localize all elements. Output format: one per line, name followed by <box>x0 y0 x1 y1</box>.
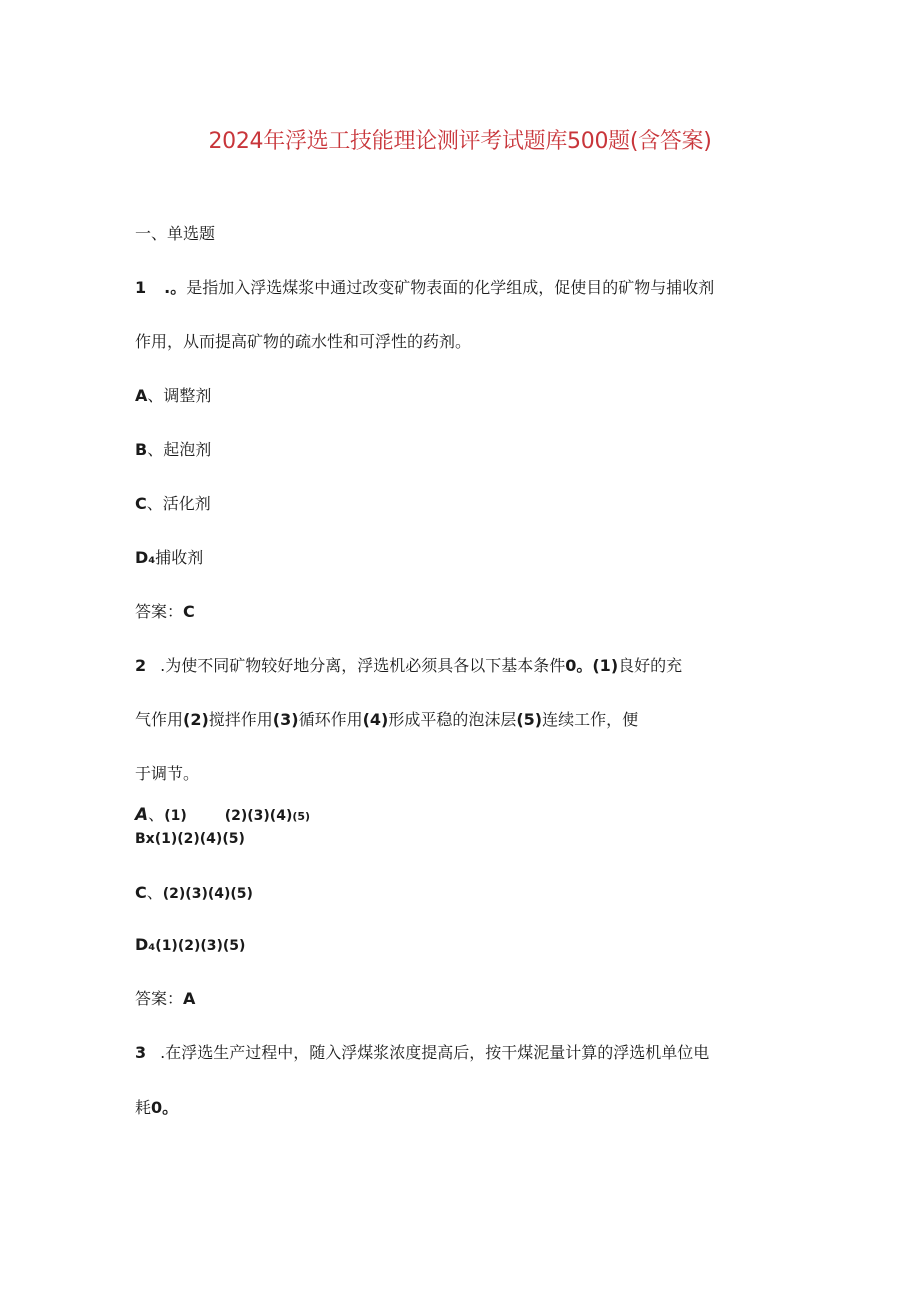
question-text: 搅拌作用 <box>208 710 273 729</box>
option-separator: ₄ <box>148 935 156 954</box>
question-text: 气作用 <box>135 710 184 729</box>
question-text: 良好的充 <box>618 656 683 675</box>
answer-value: A <box>183 989 196 1008</box>
option-b <box>135 440 211 460</box>
option-text: 活化剂 <box>162 494 211 513</box>
section-heading: 一、单选题 <box>135 224 216 243</box>
option-separator: 、 <box>146 494 163 513</box>
question-number: 2 <box>135 656 147 675</box>
question-text: 形成平稳的泡沫层 <box>388 710 517 729</box>
option-a <box>135 805 310 827</box>
answer-value: C <box>183 602 195 621</box>
option-letter: A <box>135 805 149 825</box>
question-number: 3 <box>135 1043 147 1062</box>
option-letter: C <box>135 883 147 902</box>
question-blank: 0。(1) <box>565 656 619 675</box>
option-a <box>135 386 211 406</box>
question-2-line-2 <box>135 710 638 730</box>
option-text: (2)(3)(4)(5) <box>162 886 253 902</box>
option-letter: C <box>135 494 147 513</box>
question-3-line-2 <box>135 1098 178 1118</box>
answer-2 <box>135 989 195 1009</box>
item-number: (4) <box>362 710 389 729</box>
option-text: 调整剂 <box>163 386 212 405</box>
option-separator: 、 <box>147 386 164 405</box>
option-letter: B <box>135 440 148 459</box>
question-text: .在浮选生产过程中，随入浮煤浆浓度提高后，按干煤泥量计算的浮选机单位电 <box>160 1043 710 1062</box>
question-text: 耗 <box>135 1098 152 1117</box>
question-text: 连续工作，便 <box>542 710 639 729</box>
question-2-line-3: 于调节。 <box>135 764 200 783</box>
option-separator: 、 <box>147 440 164 459</box>
question-1-line-1 <box>135 278 714 298</box>
option-separator: 、 <box>148 805 165 824</box>
item-number: (2) <box>183 710 209 729</box>
answer-1 <box>135 602 195 622</box>
item-number: (5) <box>516 710 543 729</box>
question-blank: 0。 <box>151 1098 179 1117</box>
option-d <box>135 935 245 956</box>
option-text: (5) <box>292 810 311 823</box>
option-text: (1) <box>164 808 187 824</box>
option-letter: D <box>135 548 149 567</box>
question-text: .为使不同矿物较好地分离，浮选机必须具各以下基本条件 <box>160 656 566 675</box>
option-letter: A <box>135 386 148 405</box>
option-separator: ₄ <box>148 548 156 567</box>
question-2-line-1 <box>135 656 682 676</box>
question-text: 循环作用 <box>298 710 363 729</box>
option-c <box>135 494 211 514</box>
answer-label: 答案： <box>135 989 184 1008</box>
page-title: 2024年浮选工技能理论测评考试题库500题(含答案) <box>208 129 712 154</box>
option-text: 起泡剂 <box>163 440 212 459</box>
option-text: (2)(3)(4) <box>224 808 293 824</box>
question-3-line-1 <box>135 1043 709 1063</box>
question-number: 1 <box>135 278 147 297</box>
option-text: 捕收剂 <box>155 548 204 567</box>
option-separator: 、 <box>146 883 163 902</box>
option-d <box>135 548 203 568</box>
question-marker: .。 <box>164 278 187 297</box>
option-letter: D <box>135 935 149 954</box>
answer-label: 答案： <box>135 602 184 621</box>
option-b: Bx(1)(2)(4)(5) <box>135 831 245 847</box>
item-number: (3) <box>272 710 299 729</box>
question-text: 是指加入浮选煤浆中通过改变矿物表面的化学组成，促使目的矿物与捕收剂 <box>186 278 715 297</box>
option-c <box>135 883 253 904</box>
option-text: (1)(2)(3)(5) <box>155 938 246 954</box>
question-1-line-2: 作用，从而提高矿物的疏水性和可浮性的药剂。 <box>135 332 472 351</box>
